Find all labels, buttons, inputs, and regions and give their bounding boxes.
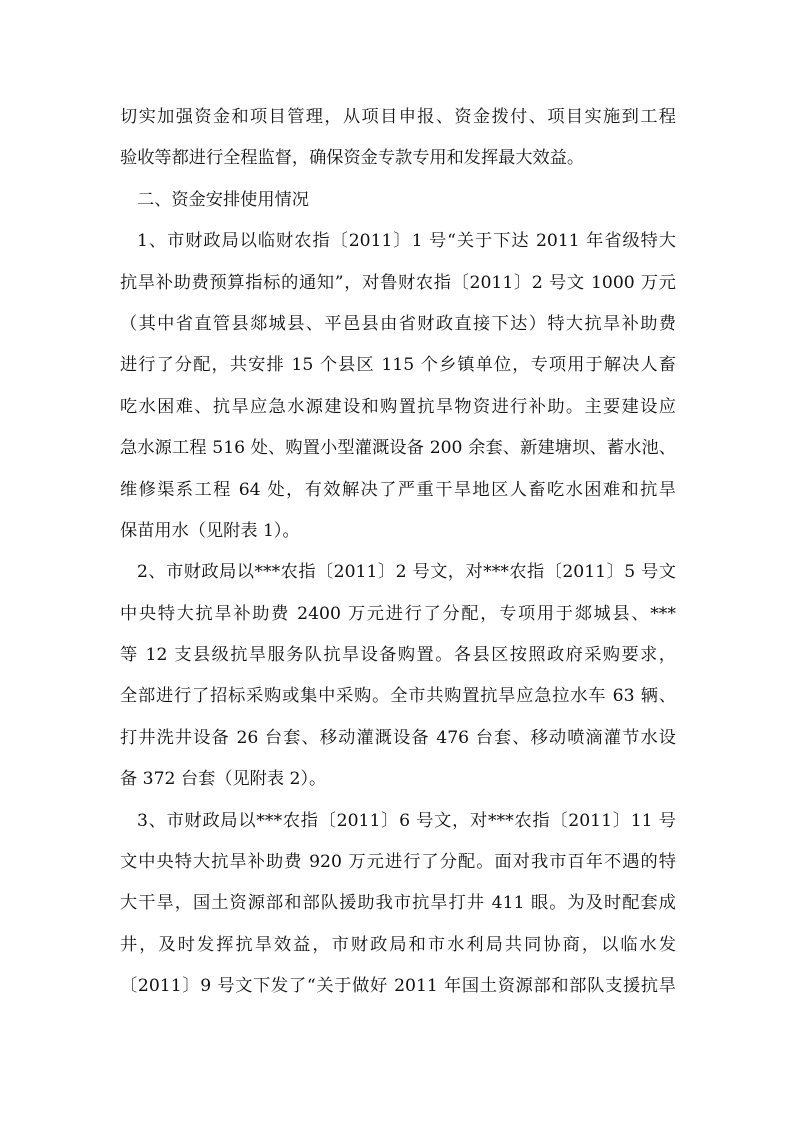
body-text-line: 打井洗井设备 26 台套、移动灌溉设备 476 台套、移动喷滴灌节水设 <box>120 727 676 748</box>
body-text-line: 〔2011〕9 号文下发了“关于做好 2011 年国土资源部和部队支援抗旱 <box>120 976 676 997</box>
body-text-line: 进行了分配，共安排 15 个县区 115 个乡镇单位，专项用于解决人畜 <box>120 355 676 376</box>
body-text-line: 吃水困难、抗旱应急水源建设和购置抗旱物资进行补助。主要建设应 <box>120 396 676 417</box>
body-text-line: 维修渠系工程 64 处，有效解决了严重干旱地区人畜吃水困难和抗旱 <box>120 479 676 500</box>
body-text-line: 大干旱，国土资源部和部队援助我市抗旱打井 411 眼。为及时配套成 <box>120 893 676 914</box>
body-text-line: 抗旱补助费预算指标的通知”，对鲁财农指〔2011〕2 号文 1000 万元 <box>120 272 676 293</box>
body-text-line: 等 12 支县级抗旱服务队抗旱设备购置。各县区按照政府采购要求， <box>120 645 676 666</box>
body-text-line: 1、市财政局以临财农指〔2011〕1 号“关于下达 2011 年省级特大 <box>137 231 676 252</box>
body-text-line: 文中央特大抗旱补助费 920 万元进行了分配。面对我市百年不遇的特 <box>120 852 676 873</box>
body-text-line: 3、市财政局以***农指〔2011〕6 号文，对***农指〔2011〕11 号 <box>137 810 676 831</box>
body-text-line: 2、市财政局以***农指〔2011〕2 号文，对***农指〔2011〕5 号文 <box>137 562 676 583</box>
document-body <box>120 97 676 1008</box>
body-text-line: 备 372 台套（见附表 2）。 <box>120 769 327 790</box>
body-text-line: 切实加强资金和项目管理，从项目申报、资金拨付、项目实施到工程 <box>120 107 676 127</box>
body-text-line: 验收等都进行全程监督，确保资金专款专用和发挥最大效益。 <box>120 148 585 169</box>
section-heading: 二、资金安排使用情况 <box>137 189 309 210</box>
body-text-line: 全部进行了招标采购或集中采购。全市共购置抗旱应急拉水车 63 辆、 <box>120 686 676 707</box>
body-text-line: （其中省直管县郯城县、平邑县由省财政直接下达）特大抗旱补助费 <box>120 313 676 334</box>
body-text-line: 井，及时发挥抗旱效益，市财政局和市水利局共同协商，以临水发 <box>120 934 676 955</box>
body-text-line: 保苗用水（见附表 1）。 <box>120 520 300 541</box>
body-text-line: 急水源工程 516 处、购置小型灌溉设备 200 余套、新建塘坝、蓄水池、 <box>120 438 676 459</box>
body-text-line: 中央特大抗旱补助费 2400 万元进行了分配，专项用于郯城县、*** <box>120 603 676 624</box>
